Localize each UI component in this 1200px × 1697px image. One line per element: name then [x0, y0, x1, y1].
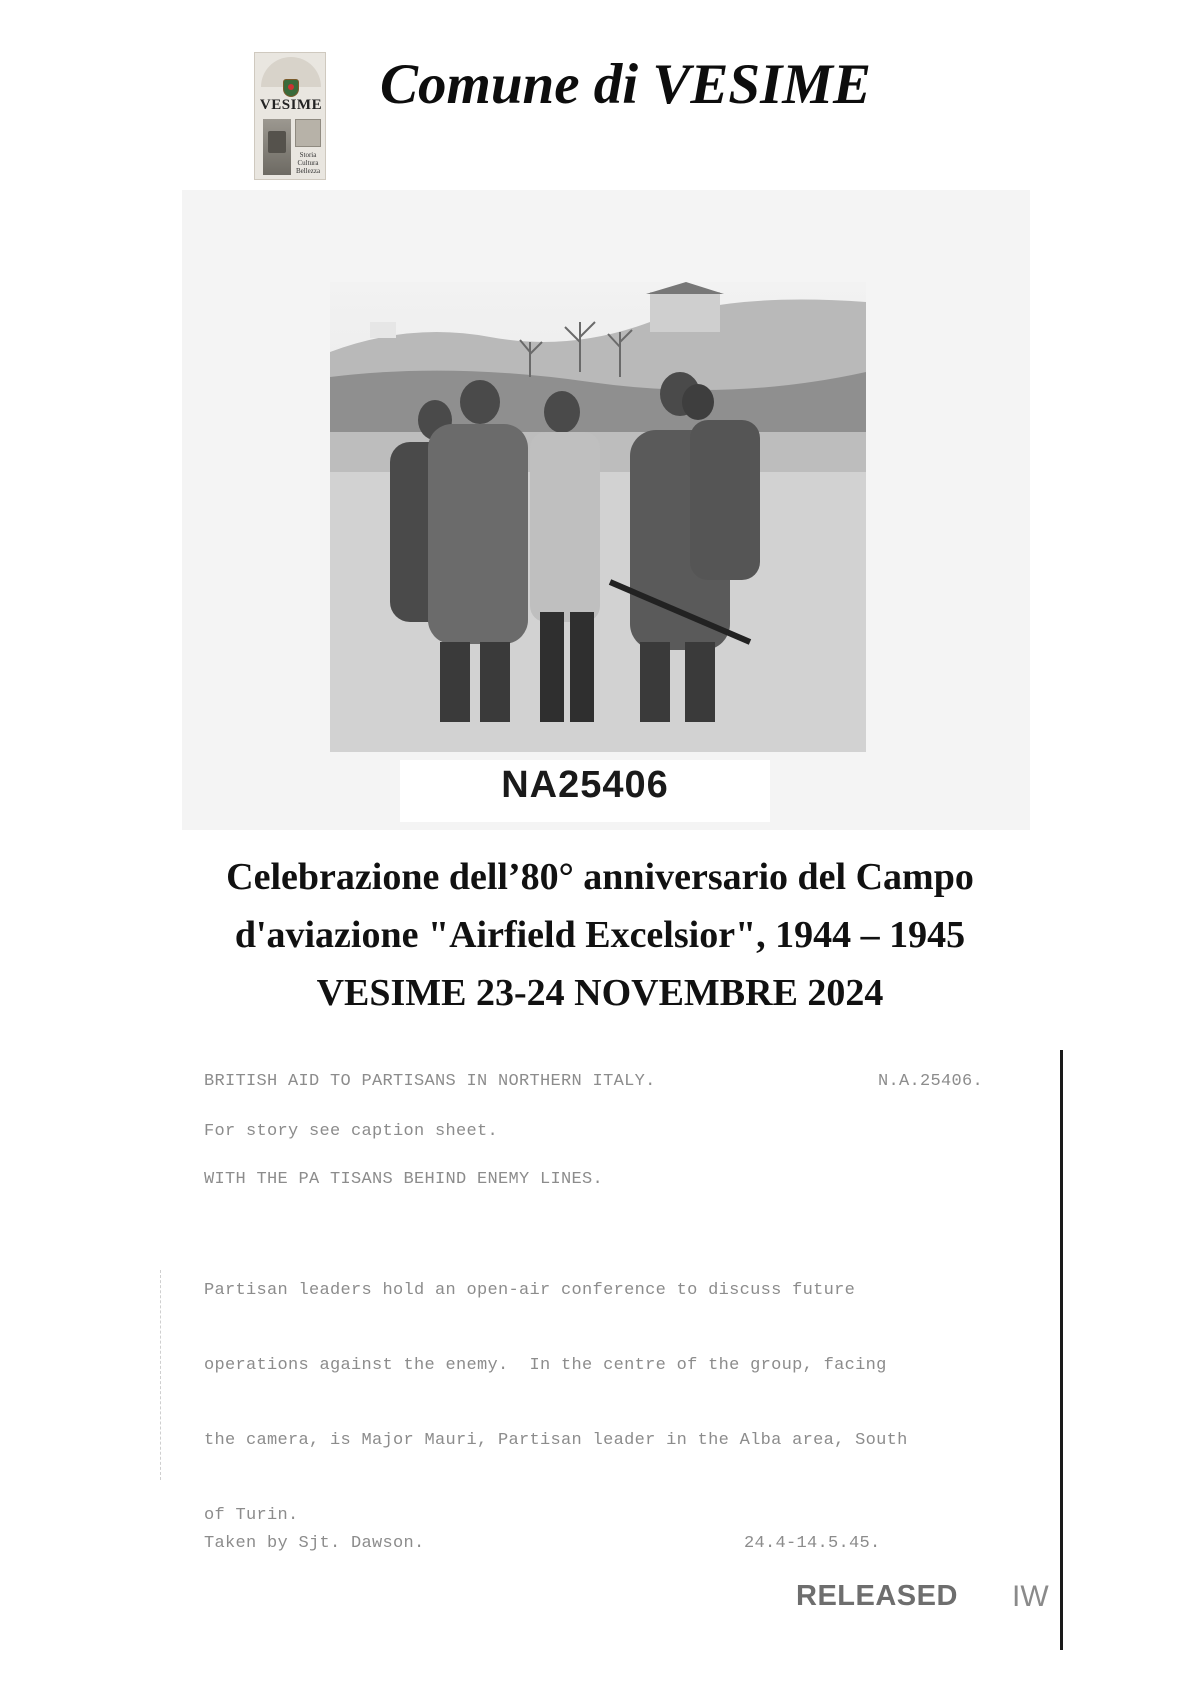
coat-of-arms-icon: [283, 79, 299, 97]
released-stamp: RELEASED: [796, 1580, 958, 1612]
caption-paragraph-line: the camera, is Major Mauri, Partisan leader in the Alba area, South: [204, 1431, 908, 1450]
caption-subheading: WITH THE PA TISANS BEHIND ENEMY LINES.: [204, 1170, 604, 1189]
caption-heading: BRITISH AID TO PARTISANS IN NORTHERN ITALY.: [204, 1072, 656, 1091]
logo-motto: [291, 151, 325, 175]
headline-line: d'aviazione "Airfield Excelsior", 1944 – 1945: [234, 914, 966, 956]
headline-line: VESIME 23-24 NOVEMBRE 2024: [316, 972, 884, 1014]
iwm-stamp: IW: [1012, 1580, 1049, 1613]
historic-photo: [330, 282, 866, 752]
caption-sheet: [160, 1050, 1060, 1690]
headline-line: Celebrazione dell’80° anniversario del Campo: [226, 856, 974, 898]
window-icon: [295, 119, 321, 147]
caption-paragraph-line: of Turin.: [204, 1506, 299, 1525]
caption-paragraph: [204, 1228, 908, 1578]
event-headline: [120, 848, 1080, 1022]
caption-note: For story see caption sheet.: [204, 1122, 499, 1141]
sheet-edge-rule: [1060, 1050, 1063, 1650]
tower-icon: [263, 119, 291, 175]
caption-paragraph-line: Partisan leaders hold an open-air conference to discuss future: [204, 1281, 856, 1300]
caption-date: 24.4-14.5.45.: [744, 1534, 881, 1553]
logo-name: VESIME: [259, 97, 323, 113]
caption-reference: N.A.25406.: [878, 1072, 984, 1091]
page-title: Comune di VESIME: [380, 53, 872, 116]
vesime-logo: [254, 52, 326, 180]
motto-line: Bellezza: [295, 167, 321, 175]
caption-paragraph-line: operations against the enemy. In the centre of the group, facing: [204, 1356, 887, 1375]
photographer-credit: Taken by Sjt. Dawson.: [204, 1534, 425, 1553]
photo-archive-number: NA25406: [501, 764, 669, 806]
motto-line: Storia: [299, 151, 317, 159]
motto-line: Cultura: [297, 159, 319, 167]
sheet-margin-rule: [160, 1270, 162, 1480]
